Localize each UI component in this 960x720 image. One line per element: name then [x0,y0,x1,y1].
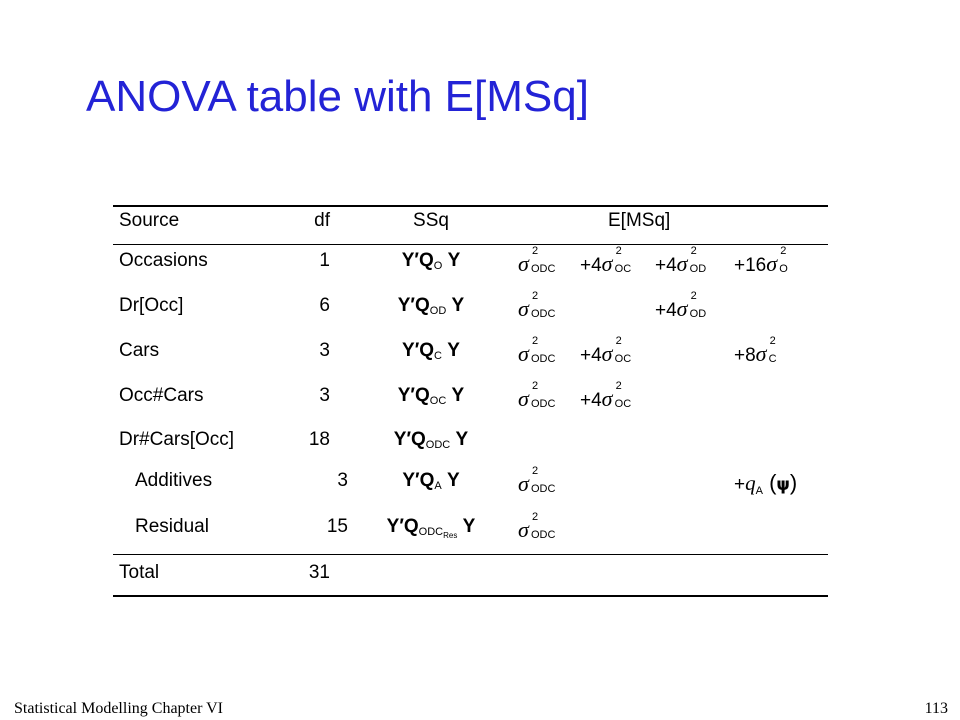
sigma-symbol: σ [518,341,529,366]
ssq-y: Y [447,340,460,361]
sigma-power: 2 [532,380,539,392]
variance-component [518,335,563,366]
emsq-coefficient: +4 [655,255,677,276]
variance-component [518,465,563,496]
emsq-term [518,465,563,496]
sigma-power: 2 [780,245,787,257]
ssq-q-subscript [434,480,441,492]
sigma-subscript: ODC [531,263,556,275]
variance-component [518,380,563,411]
ssq-q-subscript-text: ODC [425,439,451,451]
variance-component [676,245,722,276]
ssq-y: Y [451,295,465,316]
sigma-symbol: σ [518,296,529,321]
right-paren: ) [789,470,798,495]
ssq-y: Y [455,429,469,450]
sigma-subscript: ODC [531,483,556,495]
emsq-term [655,290,722,321]
sigma-subscript: OD [689,308,707,320]
sigma-power: 2 [769,335,776,347]
variance-component [755,335,801,366]
sigma-symbol: σ [518,251,529,276]
emsq-fixed-effect [734,470,798,497]
row-df: 15 [326,516,348,537]
emsq-term [580,380,647,411]
row-ssq [356,516,506,540]
ssq-y: Y [446,470,460,491]
ssq-q-matrix: Q [419,340,435,361]
ssq-q-matrix: Q [403,516,419,537]
ssq-q-subscript-text: O [433,260,443,272]
sigma-power: 2 [532,290,539,302]
ssq-y: Y [462,516,476,537]
variance-component [518,245,563,276]
row-source: Residual [135,516,209,537]
emsq-coefficient: +4 [580,345,602,366]
q-function: q [745,471,756,495]
ssq-q-subscript-text: C [434,350,442,362]
variance-component [766,245,811,276]
row-df: 18 [308,429,330,450]
sigma-symbol: σ [601,341,613,366]
sigma-symbol: σ [518,471,529,496]
sigma-subscript: C [768,353,777,365]
emsq-term [518,511,563,542]
ssq-y-transpose: Y′ [401,250,419,271]
emsq-term [734,245,811,276]
ssq-y: Y [451,385,465,406]
sigma-subscript: ODC [531,529,556,541]
row-ssq [356,251,506,270]
sigma-symbol: σ [601,386,613,411]
header-df: df [314,210,330,231]
sigma-subscript: OD [689,263,707,275]
ssq-q-subscript [434,350,442,362]
row-df: 1 [319,250,330,271]
slide-title: ANOVA table with E[MSq] [86,72,589,121]
sigma-symbol: σ [518,517,529,542]
left-paren: ( [762,470,777,495]
ssq-q-subsubscript: Res [443,531,458,540]
sigma-power: 2 [615,245,622,257]
total-source: Total [119,562,160,583]
row-ssq [356,386,506,405]
ssq-q-matrix: Q [414,295,430,316]
row-df: 3 [319,385,330,406]
ssq-q-subscript-text: A [434,480,442,492]
header-ssq: SSq [413,210,449,231]
emsq-coefficient: +4 [580,390,602,411]
ssq-q-subscript [430,395,447,407]
header-emsq: E[MSq] [608,210,671,231]
sigma-power: 2 [532,335,539,347]
variance-component [518,511,563,542]
emsq-term [518,245,563,276]
sigma-symbol: σ [518,386,529,411]
sigma-subscript: OC [614,398,632,410]
plus-sign: + [734,474,746,495]
sigma-subscript: O [779,263,788,275]
ssq-q-subscript [419,526,458,538]
q-function-subscript: A [755,485,763,497]
row-df: 3 [319,340,330,361]
variance-component [601,335,647,366]
sigma-symbol: σ [766,251,778,276]
sigma-symbol: σ [755,341,767,366]
row-source: Occasions [119,250,208,271]
row-source: Occ#Cars [119,385,204,406]
sigma-subscript: OC [614,353,632,365]
row-source: Dr#Cars[Occ] [119,429,235,450]
sigma-symbol: σ [676,251,688,276]
ssq-q-subscript-text: OC [429,395,447,407]
ssq-y-transpose: Y′ [397,385,415,406]
sigma-power: 2 [532,511,539,523]
emsq-term [518,335,563,366]
sigma-power: 2 [690,245,697,257]
ssq-y-transpose: Y′ [402,340,420,361]
ssq-y-transpose: Y′ [393,429,412,450]
sigma-subscript: ODC [531,398,556,410]
emsq-coefficient: +16 [734,255,767,276]
ssq-q-matrix: Q [418,250,434,271]
sigma-subscript: ODC [531,308,556,320]
table-bottom-rule [113,595,828,597]
row-df: 6 [319,295,330,316]
ssq-q-matrix: Q [414,385,430,406]
ssq-q-matrix: Q [419,470,435,491]
ssq-q-subscript [430,305,447,317]
variance-component [601,380,647,411]
sigma-power: 2 [690,290,697,302]
ssq-q-subscript [434,260,443,272]
sigma-subscript: ODC [531,353,556,365]
row-ssq [356,430,506,449]
row-source: Dr[Occ] [119,295,184,316]
emsq-coefficient: +8 [734,345,756,366]
ssq-q-subscript-text: OD [429,305,447,317]
footer-course-label: Statistical Modelling Chapter VI [14,700,224,717]
row-ssq [356,471,506,490]
emsq-term [734,335,801,366]
page-number: 113 [924,700,948,717]
sigma-power: 2 [532,465,539,477]
variance-component [601,245,647,276]
row-ssq [356,341,506,360]
sigma-power: 2 [615,380,622,392]
table-total-rule [113,554,828,555]
ssq-y-transpose: Y′ [397,295,415,316]
emsq-coefficient: +4 [580,255,602,276]
psi-symbol: ψ [776,475,790,495]
ssq-y-transpose: Y′ [402,470,420,491]
table-header-rule [113,244,828,245]
ssq-q-matrix: Q [411,429,426,450]
ssq-q-subscript [426,439,450,451]
total-df: 31 [308,562,330,583]
variance-component [676,290,722,321]
sigma-power: 2 [532,245,539,257]
header-source: Source [119,210,180,231]
ssq-y-transpose: Y′ [386,516,404,537]
row-df: 3 [337,470,348,491]
row-ssq [356,296,506,315]
emsq-term [518,290,563,321]
ssq-y: Y [447,250,461,271]
sigma-subscript: OC [614,263,632,275]
emsq-coefficient: +4 [655,300,677,321]
emsq-term [518,380,563,411]
ssq-q-subscript-text: ODC [418,526,444,538]
sigma-symbol: σ [676,296,688,321]
row-source: Cars [119,340,160,361]
table-top-rule [113,205,828,207]
emsq-term [655,245,722,276]
emsq-term [580,245,647,276]
emsq-term [580,335,647,366]
variance-component [518,290,563,321]
row-source: Additives [135,470,213,491]
sigma-power: 2 [615,335,622,347]
sigma-symbol: σ [601,251,613,276]
